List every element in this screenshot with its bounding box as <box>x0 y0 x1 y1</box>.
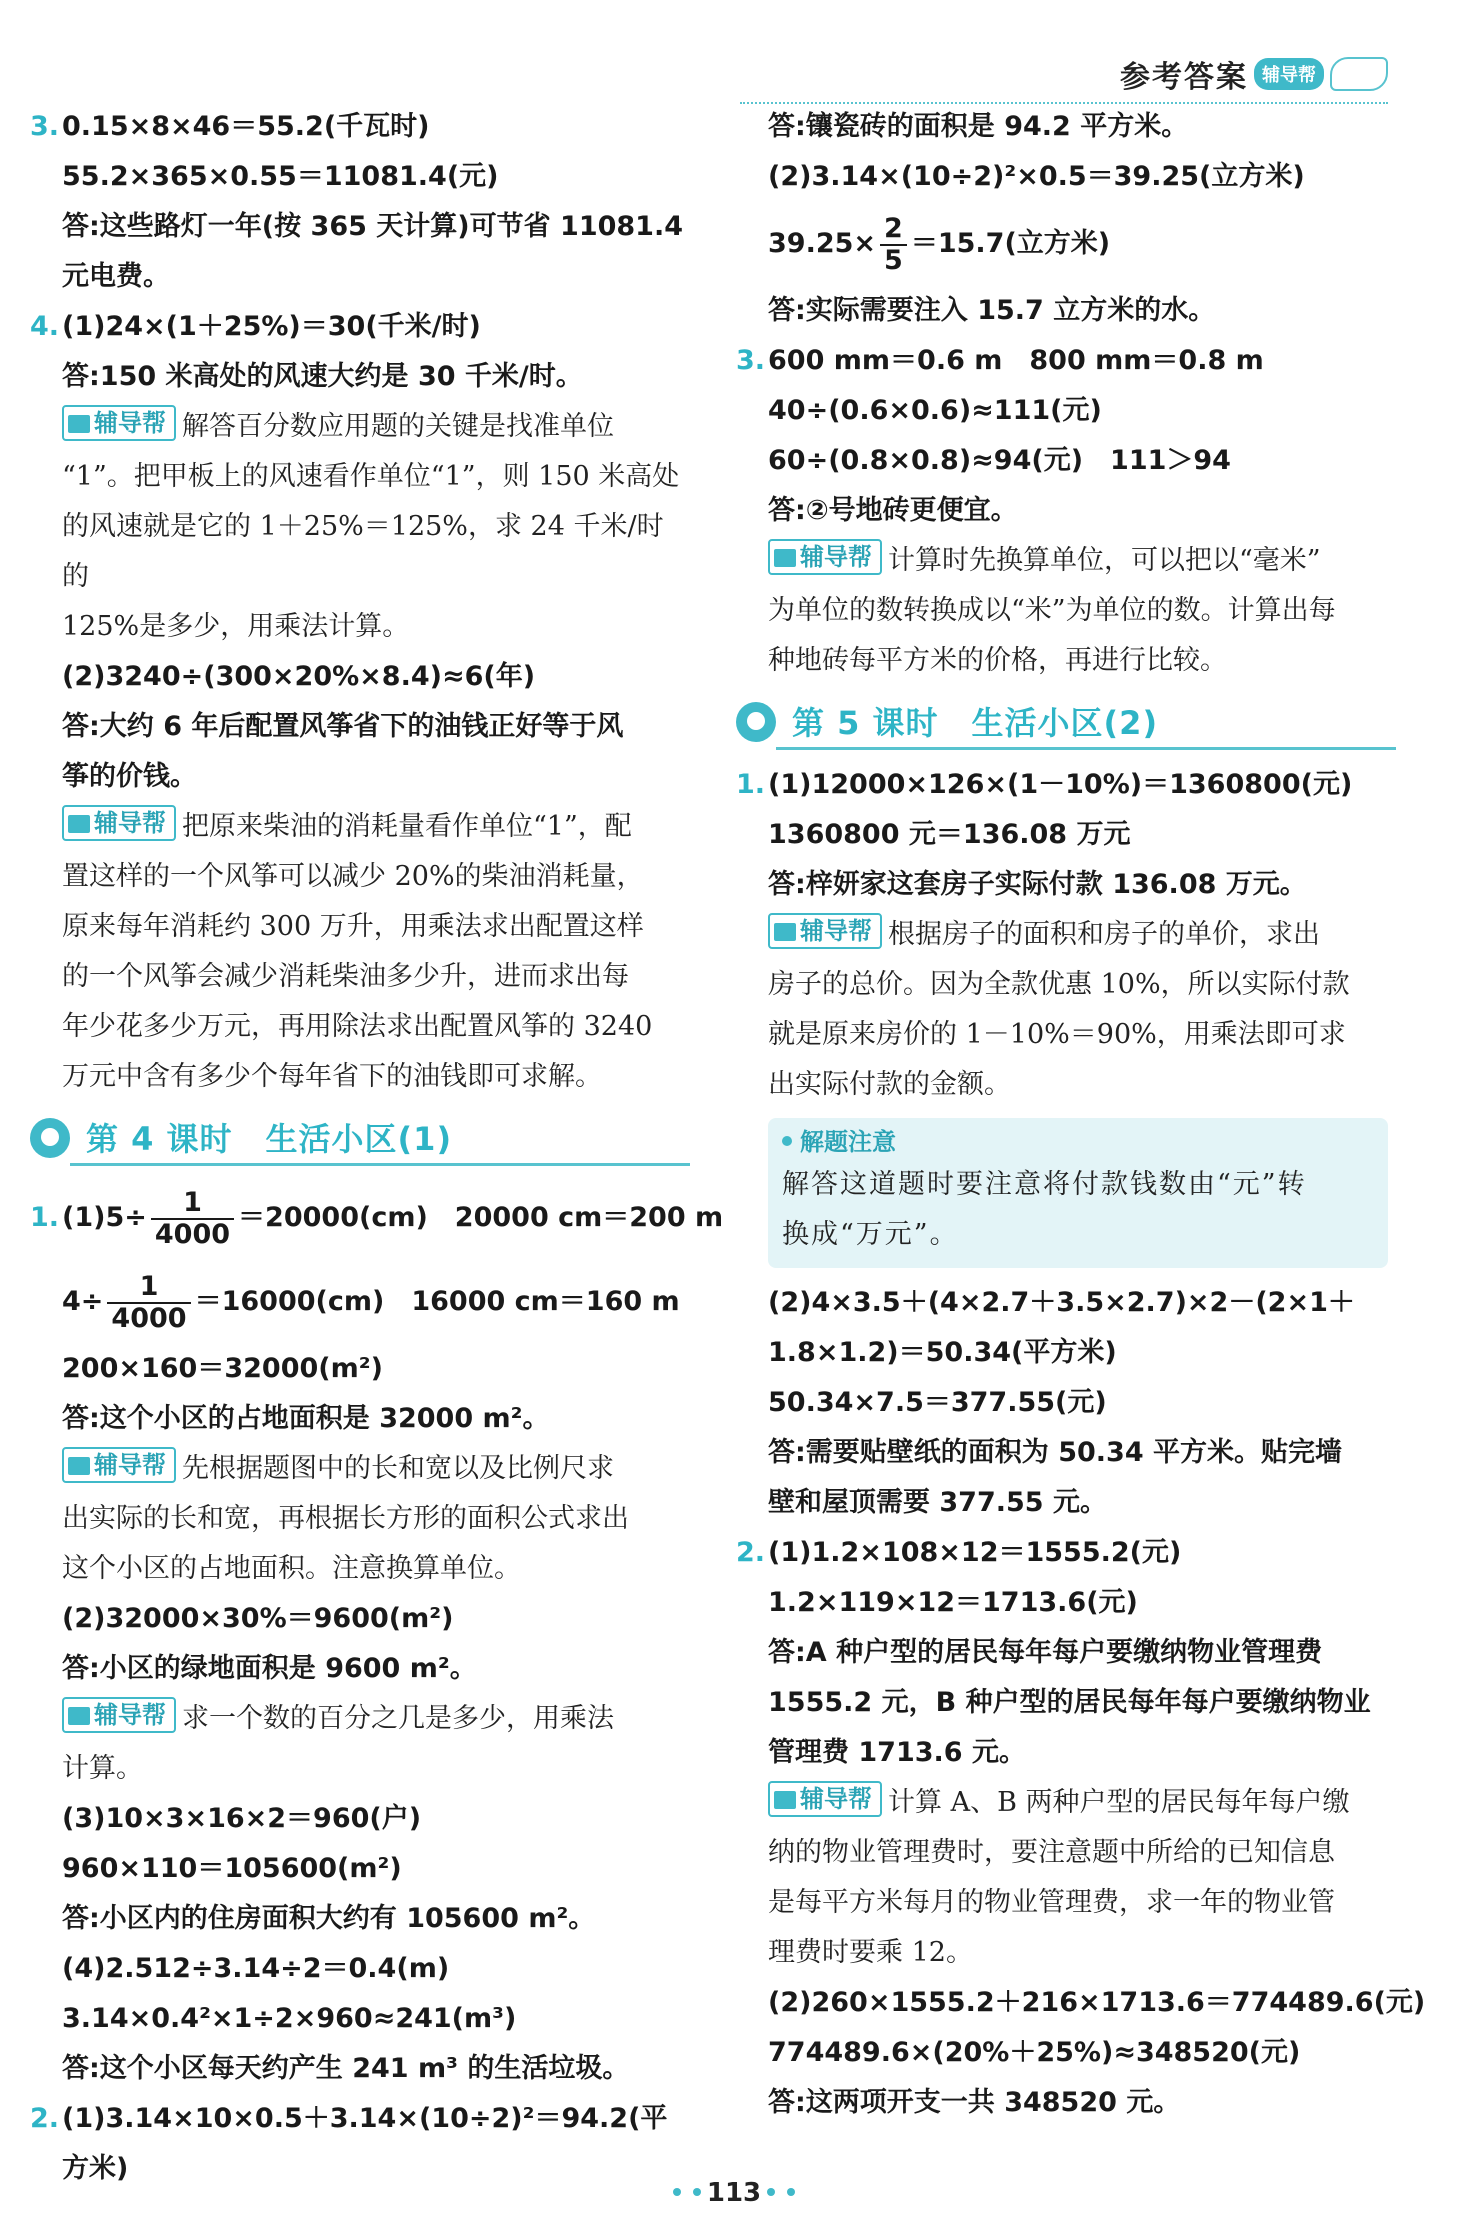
answer-line: 2. (1)3.14×10×0.5＋3.14×(10÷2)²＝94.2(平 <box>30 2103 668 2134</box>
answer-line: 元电费。 <box>62 261 170 292</box>
answer-line: 答:这两项开支一共 348520 元。 <box>768 2087 1181 2118</box>
answer-line: 答:A 种户型的居民每年每户要缴纳物业管理费 <box>768 1637 1323 1668</box>
answer-line: 答:小区内的住房面积大约有 105600 m²。 <box>62 1903 596 1934</box>
answer-line: 管理费 1713.6 元。 <box>768 1737 1026 1768</box>
answer-line: (2)3240÷(300×20%×8.4)≈6(年) <box>62 661 536 692</box>
book-icon <box>68 415 90 433</box>
tip-block: 辅导帮 先根据题图中的长和宽以及比例尺求 出实际的长和宽，再根据长方形的面积公式求出 这个小区的占地面积。注意换算单位。 <box>30 1444 690 1594</box>
answer-line: (2)32000×30%＝9600(m²) <box>62 1603 454 1634</box>
answer-line: (2)4×3.5＋(4×2.7＋3.5×2.7)×2－(2×1＋ <box>768 1287 1355 1318</box>
lesson-title: 第 4 课时 生活小区(1) <box>86 1120 453 1158</box>
pencil-icon <box>1330 57 1388 91</box>
header-title: 参考答案 <box>1120 60 1248 95</box>
lesson-heading <box>736 692 1396 756</box>
book-icon <box>774 1791 796 1809</box>
answer-line: 答:梓妍家这套房子实际付款 136.08 万元。 <box>768 869 1307 900</box>
answer-line: 200×160＝32000(m²) <box>62 1353 383 1384</box>
book-icon <box>774 549 796 567</box>
answer-line: 3. 600 mm＝0.6 m 800 mm＝0.8 m <box>736 345 1264 376</box>
tip-block: 辅导帮 计算时先换算单位，可以把以“毫米” 为单位的数转换成以“米”为单位的数。计算出每 种地砖每平方米的价格，再进行比较。 <box>736 536 1396 686</box>
tip-label: 辅导帮 <box>62 1447 176 1483</box>
answer-line: 筝的价钱。 <box>62 761 197 792</box>
answer-line: 3. 0.15×8×46＝55.2(千瓦时) <box>30 111 430 142</box>
dot-icon <box>693 2188 701 2196</box>
tip-block: 辅导帮 根据房子的面积和房子的单价，求出 房子的总价。因为全款优惠 10%，所以实际付款 就是原来房价的 1－10%＝90%，用乘法即可求 出实际付款的金额。 <box>736 910 1396 1110</box>
tip-block: 辅导帮 把原来柴油的消耗量看作单位“1”，配 置这样的一个风筝可以减少 20%的柴油消耗量， 原来每年消耗约 300 万升，用乘法求出配置这样 的一个风筝会减少消耗柴油多少升，进而求出每 年少花多少万元，再用除法求出配置风筝的 3240 万元中含有多少个每年省下的油钱即可求解。 <box>30 802 690 1102</box>
answer-line: (2)260×1555.2＋216×1713.6＝774489.6(元) <box>768 1987 1426 2018</box>
answer-line: 1555.2 元，B 种户型的居民每年每户要缴纳物业 <box>768 1687 1371 1718</box>
note-line: 换成“万元”。 <box>782 1219 959 1250</box>
book-icon <box>68 1457 90 1475</box>
lesson-divider <box>70 1163 690 1166</box>
lesson-icon <box>736 702 776 742</box>
answer-line: 4. (1)24×(1＋25%)＝30(千米/时) <box>30 311 481 342</box>
answer-line: 答:大约 6 年后配置风筝省下的油钱正好等于风 <box>62 711 624 742</box>
tip-label: 辅导帮 <box>768 539 882 575</box>
right-column <box>736 102 1426 2128</box>
answer-line: 1. (1)12000×126×(1－10%)＝1360800(元) <box>736 769 1353 800</box>
answer-line: 4÷ $\frac{1}{4000}$ ＝16000(cm) 16000 cm＝160 m <box>62 1270 680 1334</box>
book-icon <box>68 1707 90 1725</box>
lesson-title: 第 5 课时 生活小区(2) <box>792 704 1159 742</box>
answer-line: 1.2×119×12＝1713.6(元) <box>768 1587 1138 1618</box>
bullet-icon <box>782 1136 792 1146</box>
dot-icon <box>767 2188 775 2196</box>
answer-line: 方米) <box>62 2153 129 2184</box>
note-box <box>768 1118 1388 1268</box>
lesson-heading <box>30 1108 690 1172</box>
answer-line: 答:需要贴壁纸的面积为 50.34 平方米。贴完墙 <box>768 1437 1342 1468</box>
tip-label: 辅导帮 <box>768 1781 882 1817</box>
fraction: $\frac{1}{4000}$ <box>107 1272 190 1334</box>
answer-line: (4)2.512÷3.14÷2＝0.4(m) <box>62 1953 450 1984</box>
note-title: 解题注意 <box>782 1124 1370 1160</box>
answer-line: 答:小区的绿地面积是 9600 m²。 <box>62 1653 477 1684</box>
answer-line: 40÷(0.6×0.6)≈111(元) <box>768 395 1102 426</box>
tip-label: 辅导帮 <box>62 405 176 441</box>
book-icon <box>68 815 90 833</box>
left-column <box>30 102 724 2194</box>
lesson-divider <box>776 747 1396 750</box>
answer-line: 1. (1)5÷ $\frac{1}{4000}$ ＝20000(cm) 20000 cm＝200 m <box>30 1186 724 1250</box>
answer-line: 答:实际需要注入 15.7 立方米的水。 <box>768 295 1216 326</box>
answer-line: 960×110＝105600(m²) <box>62 1853 402 1884</box>
answer-line: 2. (1)1.2×108×12＝1555.2(元) <box>736 1537 1182 1568</box>
answer-line: 答:这个小区的占地面积是 32000 m²。 <box>62 1403 550 1434</box>
answer-line: 1360800 元＝136.08 万元 <box>768 819 1131 850</box>
answer-line: 1.8×1.2)＝50.34(平方米) <box>768 1337 1117 1368</box>
tip-label: 辅导帮 <box>62 805 176 841</box>
answer-line: 774489.6×(20%＋25%)≈348520(元) <box>768 2037 1301 2068</box>
answer-line: 壁和屋顶需要 377.55 元。 <box>768 1487 1107 1518</box>
lesson-icon <box>30 1118 70 1158</box>
page-number: 113 <box>0 2178 1468 2208</box>
answer-line: 55.2×365×0.55＝11081.4(元) <box>62 161 499 192</box>
tip-label: 辅导帮 <box>768 913 882 949</box>
book-icon <box>774 923 796 941</box>
note-line: 解答这道题时要注意将付款钱数由“元”转 <box>782 1169 1307 1200</box>
dot-icon <box>673 2188 681 2196</box>
tip-block: 辅导帮 解答百分数应用题的关键是找准单位 “1”。把甲板上的风速看作单位“1”，则 150 米高处 的风速就是它的 1＋25%＝125%，求 24 千米/时的 125%是多少，用乘法计算。 <box>30 402 690 652</box>
dot-icon <box>787 2188 795 2196</box>
fraction: $\frac{1}{4000}$ <box>151 1188 234 1250</box>
answer-line: 3.14×0.4²×1÷2×960≈241(m³) <box>62 2003 517 2034</box>
answer-line: 答:镶瓷砖的面积是 94.2 平方米。 <box>768 111 1189 142</box>
answer-line: 答:150 米高处的风速大约是 30 千米/时。 <box>62 361 583 392</box>
answer-line: 答:②号地砖更便宜。 <box>768 495 1018 526</box>
answer-line: 39.25× $\frac{2}{5}$ ＝15.7(立方米) <box>768 212 1111 276</box>
answer-line: 答:这个小区每天约产生 241 m³ 的生活垃圾。 <box>62 2053 630 2084</box>
answer-line: (2)3.14×(10÷2)²×0.5＝39.25(立方米) <box>768 161 1305 192</box>
answer-line: 答:这些路灯一年(按 365 天计算)可节省 11081.4 <box>62 211 684 242</box>
tip-block: 辅导帮 求一个数的百分之几是多少，用乘法 计算。 <box>30 1694 690 1794</box>
tip-block: 辅导帮 计算 A、B 两种户型的居民每年每户缴 纳的物业管理费时，要注意题中所给的已知信息 是每平方米每月的物业管理费，求一年的物业管 理费时要乘 12。 <box>736 1778 1396 1978</box>
answer-line: 60÷(0.8×0.8)≈94(元) 111＞94 <box>768 445 1231 476</box>
answer-line: (3)10×3×16×2＝960(户) <box>62 1803 422 1834</box>
tip-label: 辅导帮 <box>62 1697 176 1733</box>
fraction: $\frac{2}{5}$ <box>880 214 907 276</box>
page-header <box>1120 48 1388 100</box>
header-badge: 辅导帮 <box>1254 58 1324 90</box>
answer-line: 50.34×7.5＝377.55(元) <box>768 1387 1107 1418</box>
